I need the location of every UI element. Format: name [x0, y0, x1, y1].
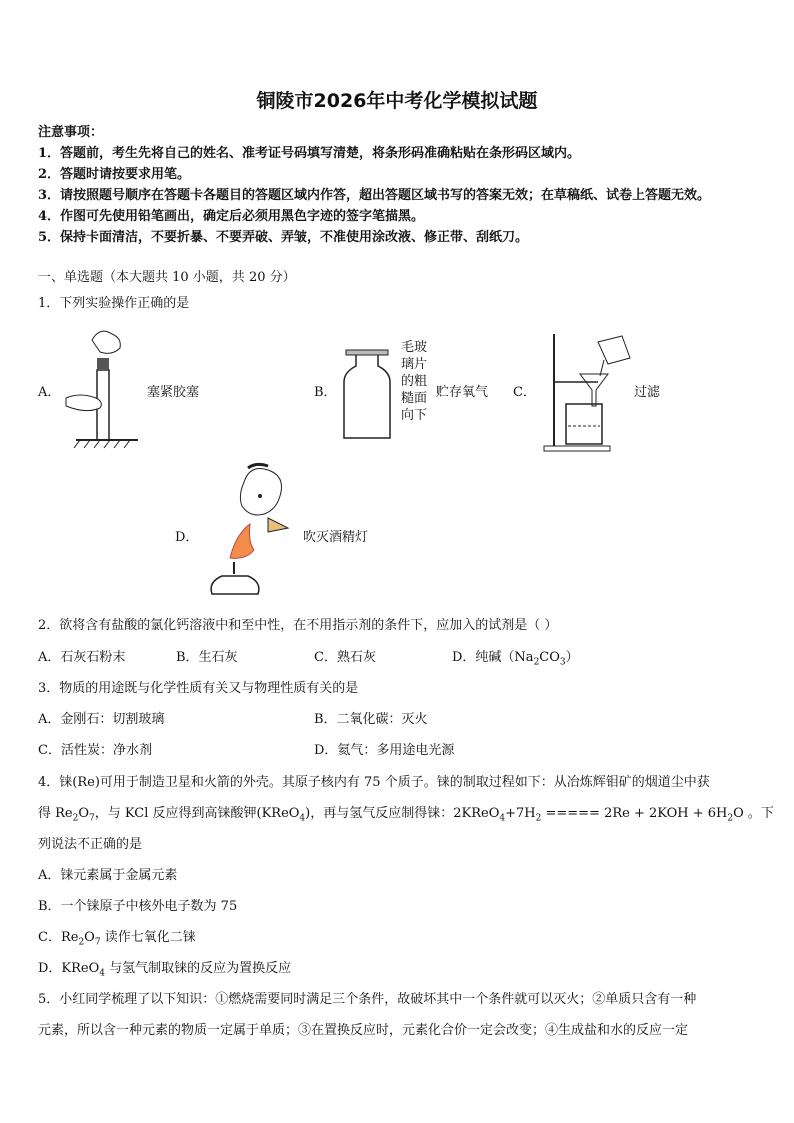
notice-item: 3．请按照题号顺序在答题卡各题目的答题区域内作答，超出答题区域书写的答案无效；在草稿纸、试卷上答题无效。 — [38, 188, 711, 203]
q1-option-d-letter[interactable]: D． — [175, 530, 199, 545]
page-title: 铜陵市2026年中考化学模拟试题 — [256, 90, 538, 112]
q4-option-a[interactable]: A．铼元素属于金属元素 — [38, 868, 178, 883]
q3-option-a[interactable]: A．金刚石：切割玻璃 — [38, 712, 165, 727]
q2-option-a[interactable]: A．石灰石粉末 — [38, 650, 126, 665]
q1-option-d-text: 吹灭酒精灯 — [303, 530, 369, 545]
q3-option-b[interactable]: B．二氧化碳：灭火 — [314, 712, 428, 727]
q2-option-b[interactable]: B．生石灰 — [176, 650, 238, 665]
notice-heading: 注意事项： — [38, 125, 104, 140]
question-3-stem: 3．物质的用途既与化学性质有关又与物理性质有关的是 — [38, 681, 359, 696]
question-2-stem: 2．欲将含有盐酸的氯化钙溶液中和至中性，在不用指示剂的条件下，应加入的试剂是（ ） — [38, 618, 558, 633]
question-4-line-2: 得 $Re_2O_7$，与 KCl 反应得到高铼酸钾(KReO$_4$)，再与氢气反应制得铼：$2KReO_4+7H_2$ ===== $2Re + 2KOH + 6H_2O$ 。下 — [38, 806, 774, 824]
question-4-line-1: 4．铼(Re)可用于制造卫星和火箭的外壳。其原子核内有 75 个质子。铼的制取过程如下：从冶炼辉钼矿的烟道尘中获 — [38, 775, 710, 790]
question-1-stem: 1．下列实验操作正确的是 — [38, 296, 190, 311]
q1-option-c-text: 过滤 — [634, 385, 661, 400]
gas-bottle-illustration — [340, 348, 394, 440]
q4-option-d[interactable]: D．KReO$_4$ 与氢气制取铼的反应为置换反应 — [38, 961, 292, 979]
q4-option-b[interactable]: B．一个铼原子中核外电子数为 75 — [38, 899, 238, 914]
question-5-line-1: 5．小红同学梳理了以下知识：①燃烧需要同时满足三个条件，故破坏其中一个条件就可以灭火；②单质只含有一种 — [38, 992, 697, 1007]
q1-option-c-letter[interactable]: C． — [513, 385, 536, 400]
glass-plate-note: 毛玻璃片的粗糙面向下 — [401, 340, 428, 423]
q2-option-d[interactable]: D．纯碱$(Na_2CO_3)$ — [452, 650, 579, 668]
notice-item: 4．作图可先使用铅笔画出，确定后必须用黑色字迹的签字笔描黑。 — [38, 209, 425, 224]
alcohol-lamp-illustration — [204, 462, 298, 600]
q1-option-a-text: 塞紧胶塞 — [147, 385, 200, 400]
q1-option-b-letter[interactable]: B． — [314, 385, 337, 400]
q1-option-a-letter[interactable]: A． — [38, 385, 61, 400]
question-4-line-3: 列说法不正确的是 — [38, 837, 143, 852]
q2-option-c[interactable]: C．熟石灰 — [314, 650, 376, 665]
stopper-tube-illustration — [62, 322, 142, 452]
question-5-line-2: 元素，所以含一种元素的物质一定属于单质；③在置换反应时，元素化合价一定会改变；④生成盐和水的反应一定 — [38, 1023, 689, 1038]
q3-option-c[interactable]: C．活性炭：净水剂 — [38, 743, 152, 758]
filtration-illustration — [538, 330, 638, 454]
notice-item: 1．答题前，考生先将自己的姓名、准考证号码填写清楚，将条形码准确粘贴在条形码区域内。 — [38, 146, 581, 161]
notice-item: 5．保持卡面清洁，不要折暴、不要弄破、弄皱，不准使用涂改液、修正带、刮纸刀。 — [38, 230, 529, 245]
q4-option-c[interactable]: C．$Re_2O_7$ 读作七氧化二铼 — [38, 930, 196, 948]
q3-option-d[interactable]: D．氦气：多用途电光源 — [314, 743, 455, 758]
notice-item: 2．答题时请按要求用笔。 — [38, 167, 191, 182]
section-heading: 一、单选题（本大题共 10 小题，共 20 分） — [38, 270, 296, 285]
q1-option-b-text: 贮存氧气 — [436, 385, 489, 400]
